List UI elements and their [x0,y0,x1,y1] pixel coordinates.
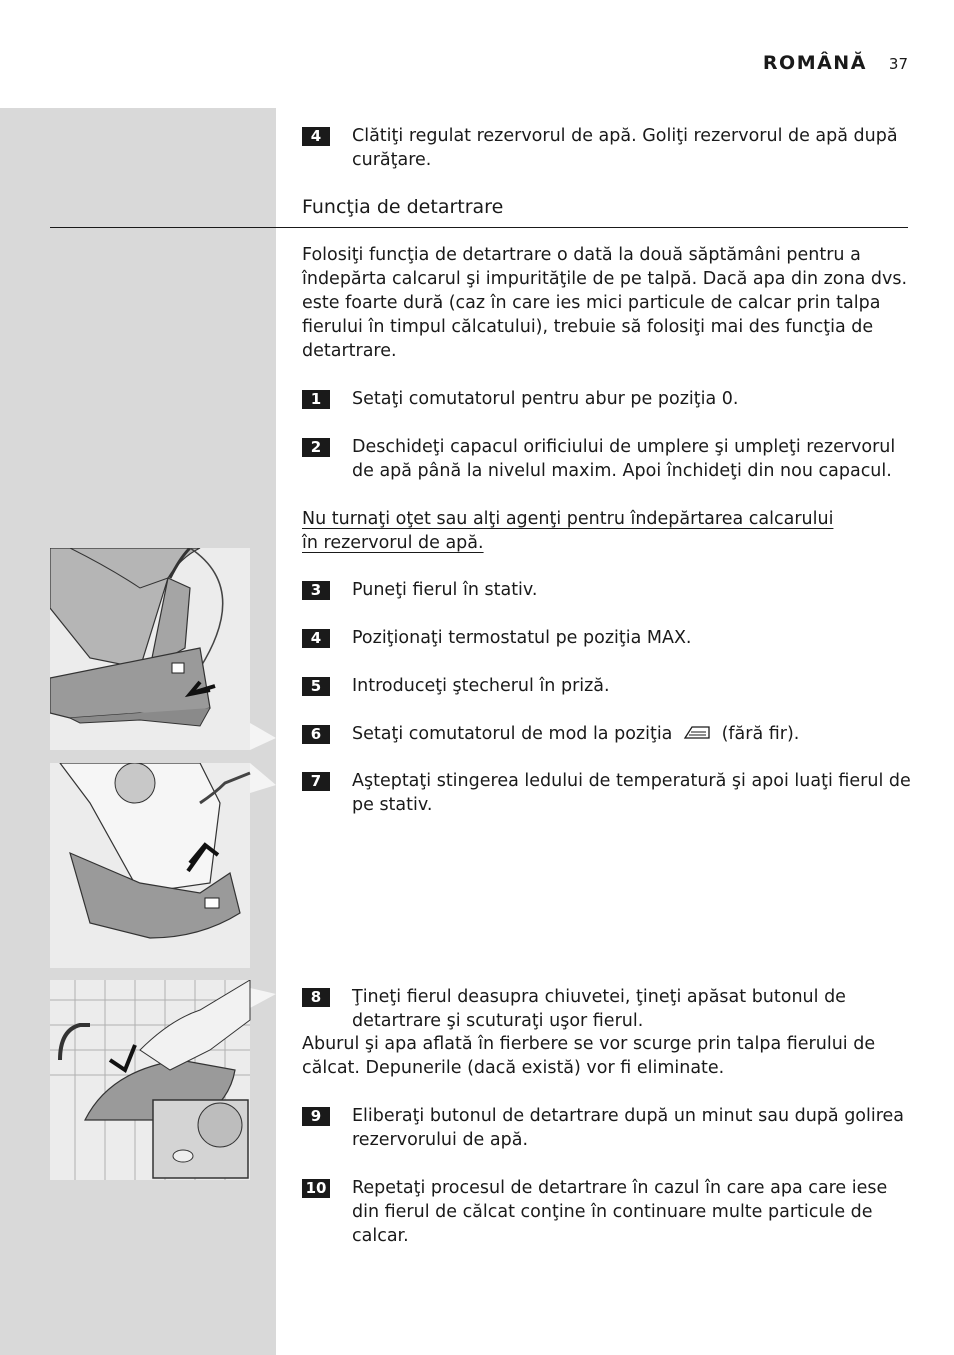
step-text [352,722,912,749]
warning-text: Nu turnaţi oţet sau alţi agenţi pentru îndepărtarea calcarului în rezervorul de apă. [302,509,834,553]
page-header [763,52,908,74]
step-text: Clătiţi regulat rezervorul de apă. Goliţi rezervorul de apă după curăţare. [352,126,898,170]
step-item [302,435,912,483]
step-text: Setaţi comutatorul pentru abur pe poziţia 0. [352,389,739,409]
iron-on-stand-switch-illustration [50,548,276,750]
step-item [302,769,912,817]
step-number: 7 [302,772,330,791]
step-text: Aşteptaţi stingerea ledului de temperatură şi apoi luaţi fierul de pe stativ. [352,771,911,815]
step-number: 2 [302,438,330,457]
step-number: 1 [302,390,330,409]
step-number: 3 [302,581,330,600]
step-number: 9 [302,1107,330,1126]
step-text: Introduceţi ştecherul în priză. [352,676,610,696]
step-number: 10 [302,1179,330,1198]
step-item [302,578,912,602]
step-text-after: (fără fir). [721,724,800,744]
step-number: 4 [302,629,330,648]
lift-iron-from-stand-illustration [50,763,276,968]
step-number: 5 [302,677,330,696]
step-text: Poziţionaţi termostatul pe poziţia MAX. [352,628,692,648]
step-item [302,124,912,172]
step-text: Ţineţi fierul deasupra chiuvetei, ţineţi apăsat butonul de detartrare şi scuturaţi uşor fierul. [352,987,846,1031]
step-text-before: Setaţi comutatorul de mod la poziţia [352,724,673,744]
step-text: Eliberaţi butonul de detartrare după un minut sau după golirea rezervorului de apă. [352,1106,905,1150]
intro-paragraph: Folosiţi funcţia de detartrare o dată la două săptămâni pentru a îndepărta calcarul şi impurităţile de pe talpă. Dacă apa din zona dvs. este foarte dură (caz în care ies mici particule de calcar prin talpa fierului în timpul călcatului), trebuie să folosiţi mai des funcţia de detartrare. [302,245,908,361]
step-note: Aburul şi apa aflată în fierbere se vor scurge prin talpa fierului de călcat. Depunerile (dacă există) vor fi eliminate. [302,1034,876,1078]
descaling-over-sink-illustration [50,980,276,1180]
step-item [302,722,912,749]
section-title: Funcţia de detartrare [302,196,504,218]
step-number: 6 [302,725,330,744]
cordless-icon [682,724,712,749]
section-divider [50,227,908,228]
warning-note [302,507,842,555]
step-text: Puneţi fierul în stativ. [352,580,538,600]
step-number: 8 [302,988,330,1007]
step-number: 4 [302,127,330,146]
step-item [302,387,912,411]
step-item [302,626,912,650]
step-item [302,1104,912,1152]
language-label: ROMÂNĂ [762,52,867,74]
step-text: Deschideţi capacul orificiului de umplere şi umpleţi rezervorul de apă până la nivelul maxim. Apoi închideţi din nou capacul. [352,437,896,481]
step-item [302,1176,912,1248]
page-number: 37 [888,55,908,73]
step-item [302,674,912,698]
step-item [302,985,912,1033]
step-text: Repetaţi procesul de detartrare în cazul în care apa care iese din fierul de călcat conţine în continuare multe particule de calcar. [352,1178,888,1246]
